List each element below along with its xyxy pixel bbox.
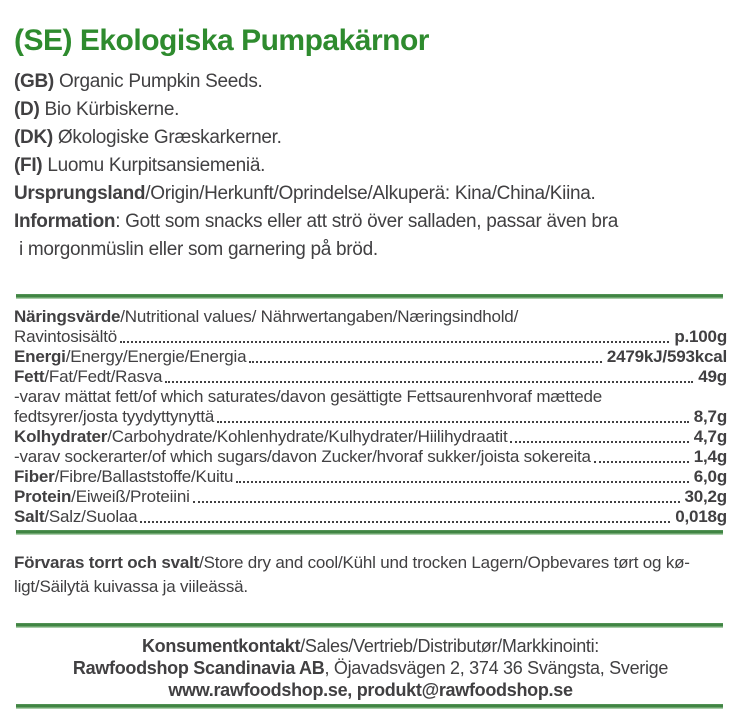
dot-leader — [236, 481, 688, 483]
bold-text-segment: Protein — [14, 487, 72, 506]
dot-leader — [510, 441, 688, 443]
contact-info — [14, 628, 727, 704]
nutrition-row-line — [14, 307, 727, 327]
nutrition-row-value: 6,0g — [693, 467, 727, 486]
nutrition-row-value: p.100g — [674, 327, 727, 346]
bold-text-segment: Fett — [14, 367, 45, 386]
nutrition-row-line — [14, 407, 727, 427]
nutrition-row-value: 4,7g — [693, 427, 727, 446]
nutrition-row-label — [14, 467, 233, 487]
product-names-and-info — [14, 68, 727, 264]
nutrition-row-value: 0,018g — [675, 507, 727, 526]
intro-line — [14, 180, 727, 208]
nutrition-row-label — [14, 407, 214, 427]
text-segment: /Eiweiß/Proteiini — [71, 487, 190, 506]
bold-text-segment: (GB) — [14, 71, 54, 92]
text-segment: /Origin/Herkunft/Oprindelse/Alkuperä: Kina/China/Kiina. — [145, 183, 596, 204]
bold-text-segment: Energi — [14, 347, 66, 366]
nutrition-row-value: 30,2g — [684, 487, 727, 506]
nutrition-row-label — [14, 507, 137, 527]
bold-text-segment: Konsumentkontakt — [141, 636, 301, 656]
text-segment: /Energy/Energie/Energia — [65, 347, 247, 366]
contact-line — [14, 635, 727, 657]
bold-text-segment: (D) — [14, 99, 40, 120]
dot-leader — [120, 341, 669, 343]
text-segment: Ravintosisältö — [14, 327, 118, 346]
intro-line — [14, 96, 727, 124]
text-segment: /Fat/Fedt/Rasva — [44, 367, 163, 386]
text-segment: /Salz/Suolaa — [44, 507, 138, 526]
text-segment: fedtsyrer/josta tyydyttynyttä — [14, 407, 215, 426]
intro-line — [14, 208, 727, 236]
nutrition-row-label — [14, 347, 246, 367]
text-segment: -varav sockerarter/of which sugars/davon Zucker/hvoraf sukker/joista sokereita — [14, 447, 591, 466]
bold-text-segment: Näringsvärde — [14, 307, 121, 326]
nutrition-row-label — [14, 387, 602, 407]
text-segment: Organic Pumpkin Seeds. — [53, 71, 263, 92]
bold-text-segment: Information — [14, 211, 116, 232]
storage-line — [14, 575, 727, 599]
dot-leader — [140, 521, 670, 523]
nutrition-row-label — [14, 307, 518, 327]
text-segment: , Öjavadsvägen 2, 374 36 Svängsta, Sverige — [324, 658, 669, 678]
bold-text-segment: www.rawfoodshop.se, produkt@rawfoodshop.se — [168, 680, 573, 700]
nutrition-row-line — [14, 347, 727, 367]
nutrition-row-line — [14, 387, 727, 407]
text-segment: Luomu Kurpitsansiemeniä. — [42, 155, 266, 176]
text-segment: /Carbohydrate/Kohlenhydrate/Kulhydrater/Hiilihydraatit — [107, 427, 508, 446]
nutrition-row-value: 2479kJ/593kcal — [606, 347, 727, 366]
bold-text-segment: Förvaras torrt och svalt — [14, 553, 200, 572]
text-segment: ligt/Säilytä kuivassa ja viileässä. — [14, 577, 248, 596]
intro-line — [14, 124, 727, 152]
nutrition-row-line — [14, 487, 727, 507]
dot-leader — [165, 381, 693, 383]
contact-line — [14, 657, 727, 679]
nutrition-row-label — [14, 367, 162, 387]
dot-leader — [217, 421, 689, 423]
storage-line — [14, 551, 727, 575]
bold-text-segment: Rawfoodshop Scandinavia AB — [72, 658, 325, 678]
contact-line — [14, 679, 727, 701]
nutrition-row-line — [14, 447, 727, 467]
storage-instructions — [14, 551, 727, 599]
text-segment: Økologiske Græskarkerner. — [52, 127, 282, 148]
nutrition-row-value: 49g — [698, 367, 727, 386]
text-segment: : Gott som snacks eller att strö över salladen, passar även bra — [115, 211, 618, 232]
text-segment: Bio Kürbiskerne. — [39, 99, 180, 120]
nutrition-row-label — [14, 447, 591, 467]
bold-text-segment: Fiber — [14, 467, 55, 486]
text-segment: /Nutritional values/ Nährwertangaben/Næringsindhold/ — [120, 307, 519, 326]
nutrition-row-label — [14, 327, 117, 347]
nutrition-row-line — [14, 367, 727, 387]
intro-line — [14, 236, 727, 264]
nutrition-row-label — [14, 487, 190, 507]
bold-text-segment: (DK) — [14, 127, 53, 148]
dot-leader — [249, 361, 602, 363]
dot-leader — [594, 461, 689, 463]
nutrition-row-value: 1,4g — [693, 447, 727, 466]
text-segment: /Store dry and cool/Kühl und trocken Lagern/Opbevares tørt og kø- — [199, 553, 690, 572]
text-segment: i morgonmüslin eller som garnering på bröd. — [14, 239, 378, 260]
nutrition-row-line — [14, 427, 727, 447]
text-segment: /Fibre/Ballaststoffe/Kuitu — [54, 467, 234, 486]
dot-leader — [193, 501, 680, 503]
bold-text-segment: Kolhydrater — [14, 427, 108, 446]
divider-contact-bottom — [16, 704, 723, 709]
nutrition-table — [14, 307, 727, 527]
intro-line — [14, 68, 727, 96]
product-title: (SE) Ekologiska Pumpakärnor — [14, 24, 429, 57]
nutrition-row-value: 8,7g — [693, 407, 727, 426]
intro-line — [14, 152, 727, 180]
nutrition-row-line — [14, 467, 727, 487]
text-segment: -varav mättat fett/of which saturates/davon gesättigte Fettsaurenhvoraf mættede — [14, 387, 603, 406]
bold-text-segment: (FI) — [14, 155, 43, 176]
bold-text-segment: Ursprungsland — [14, 183, 146, 204]
divider-nutrition-bottom — [16, 530, 723, 535]
nutrition-row-label — [14, 427, 507, 447]
bold-text-segment: Salt — [14, 507, 45, 526]
divider-nutrition-top — [16, 294, 723, 299]
nutrition-row-line — [14, 327, 727, 347]
nutrition-row-line — [14, 507, 727, 527]
text-segment: /Sales/Vertrieb/Distributør/Markkinointi: — [300, 636, 600, 656]
